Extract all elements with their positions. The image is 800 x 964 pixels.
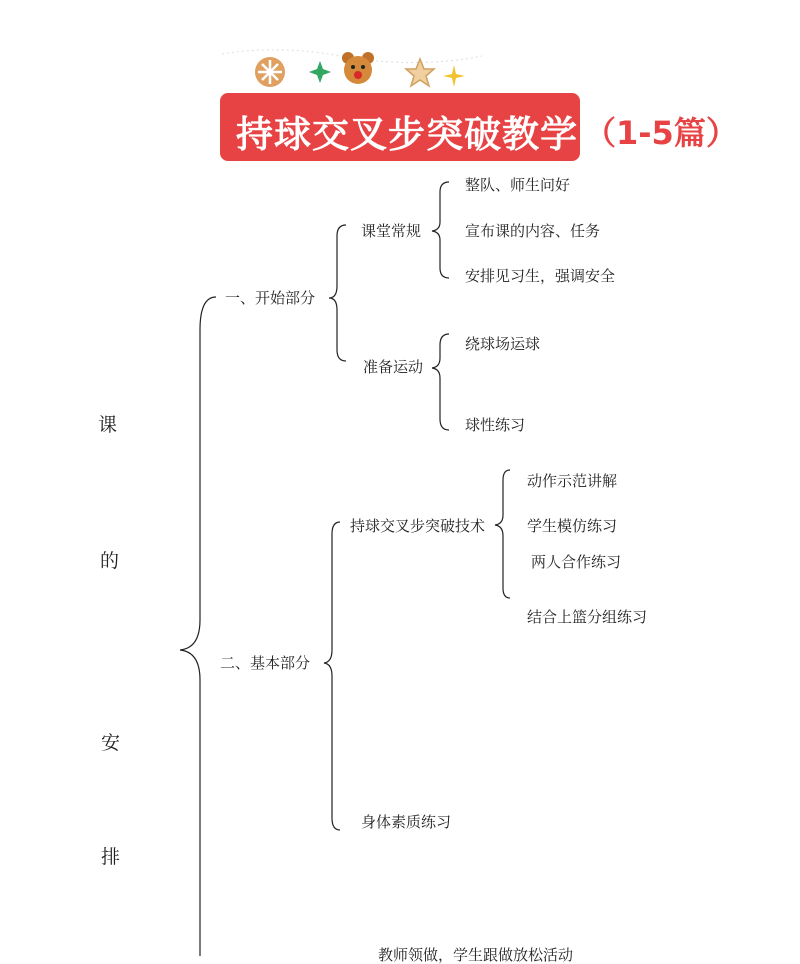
title-range-suffix: （1-5篇） bbox=[584, 114, 738, 152]
group-routine-bracket bbox=[432, 182, 449, 278]
part1-label: 一、开始部分 bbox=[225, 289, 316, 307]
warmup-item-1: 绕球场运球 bbox=[465, 335, 541, 353]
page-title: 持球交叉步突破教学 bbox=[236, 113, 578, 156]
group-technique-label: 持球交叉步突破技术 bbox=[350, 517, 486, 535]
root-char-2: 的 bbox=[100, 550, 120, 572]
part2-bracket bbox=[324, 522, 340, 830]
part2-label: 二、基本部分 bbox=[220, 654, 311, 672]
warmup-item-2: 球性练习 bbox=[465, 416, 526, 434]
routine-item-1: 整队、师生问好 bbox=[465, 176, 571, 194]
routine-item-3: 安排见习生，强调安全 bbox=[465, 267, 616, 285]
root-char-3: 安 bbox=[101, 732, 121, 754]
group-technique-bracket bbox=[495, 470, 510, 598]
root-char-4: 排 bbox=[101, 846, 121, 868]
cooldown-item-partial: 教师领做，学生跟做放松活动 bbox=[378, 946, 574, 964]
root-bracket bbox=[180, 297, 216, 956]
group-warmup-label: 准备运动 bbox=[363, 358, 424, 376]
group-fitness-label: 身体素质练习 bbox=[361, 813, 452, 831]
technique-item-3: 两人合作练习 bbox=[531, 553, 622, 571]
part1-bracket bbox=[329, 225, 346, 361]
technique-item-1: 动作示范讲解 bbox=[527, 472, 618, 490]
root-char-1: 课 bbox=[98, 414, 118, 436]
technique-item-4: 结合上篮分组练习 bbox=[527, 608, 648, 626]
group-routine-label: 课堂常规 bbox=[361, 222, 422, 240]
technique-item-2: 学生模仿练习 bbox=[527, 517, 618, 535]
routine-item-2: 宣布课的内容、任务 bbox=[465, 222, 601, 240]
group-warmup-bracket bbox=[432, 334, 449, 430]
